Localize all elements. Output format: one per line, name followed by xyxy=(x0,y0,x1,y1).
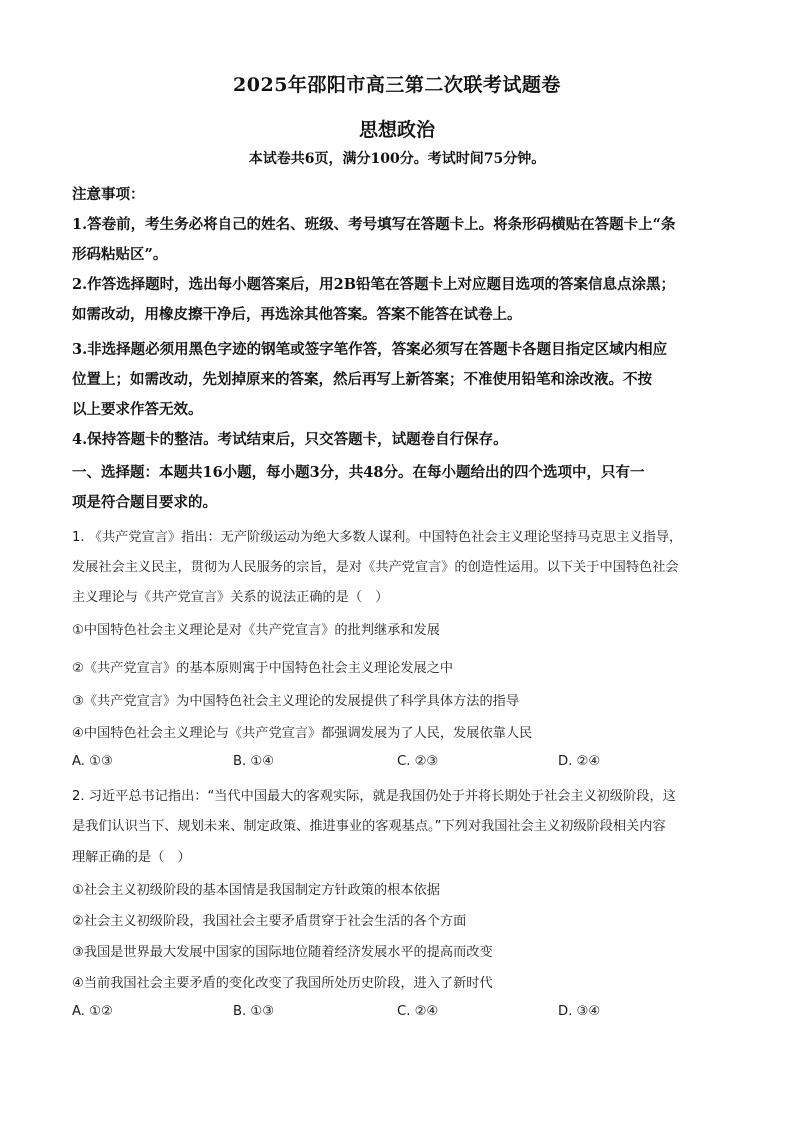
question-1-option-d: D. ②④ xyxy=(558,754,601,769)
question-2-option-b: B. ①③ xyxy=(233,1004,275,1019)
question-1-item: ②《共产党宣言》的基本原则寓于中国特色社会主义理论发展之中 xyxy=(72,661,454,676)
notice-line: 以上要求作答无效。 xyxy=(72,401,203,418)
question-1-option-b: B. ①④ xyxy=(233,754,275,769)
section-heading: 一、选择题：本题共16小题，每小题3分，共48分。在每小题给出的四个选项中，只有一 xyxy=(72,464,645,481)
question-1-item: ①中国特色社会主义理论是对《共产党宣言》的批判继承和发展 xyxy=(72,623,440,638)
question-2-option-c: C. ②④ xyxy=(397,1004,439,1019)
question-1-option-a: A. ①③ xyxy=(72,754,113,769)
notice-heading: 注意事项： xyxy=(72,186,145,203)
question-2-option-a: A. ①② xyxy=(72,1004,113,1019)
notice-line: 1.答卷前，考生务必将自己的姓名、班级、考号填写在答题卡上。将条形码横贴在答题卡上“条 xyxy=(72,216,676,233)
question-2-stem: 是我们认识当下、规划未来、制定政策、推进事业的客观基点。”下列对我国社会主义初级阶段相关内容 xyxy=(72,819,666,834)
question-2-stem: 2. 习近平总书记指出：“当代中国最大的客观实际，就是我国仍处于并将长期处于社会主义初级阶段，这 xyxy=(72,789,676,804)
question-2-item: ②社会主义初级阶段，我国社会主要矛盾贯穿于社会生活的各个方面 xyxy=(72,914,467,929)
notice-line: 形码粘贴区”。 xyxy=(72,246,168,263)
question-2-item: ④当前我国社会主要矛盾的变化改变了我国所处历史阶段，进入了新时代 xyxy=(72,976,493,991)
notice-line: 如需改动，用橡皮擦干净后，再选涂其他答案。答案不能答在试卷上。 xyxy=(72,306,522,323)
question-1-stem: 主义理论与《共产党宣言》关系的说法正确的是（ ） xyxy=(72,590,389,605)
question-1-option-c: C. ②③ xyxy=(397,754,439,769)
question-1-stem: 发展社会主义民主，贯彻为人民服务的宗旨，是对《共产党宣言》的创造性运用。以下关于中国特色社会 xyxy=(72,560,679,575)
exam-title: 2025年邵阳市高三第二次联考试题卷 xyxy=(233,74,561,96)
question-1-stem: 1. 《共产党宣言》指出：无产阶级运动为绝大多数人谋利。中国特色社会主义理论坚持马克思主义指导， xyxy=(72,530,683,545)
question-2-option-d: D. ③④ xyxy=(558,1004,601,1019)
question-2-item: ③我国是世界最大发展中国家的国际地位随着经济发展水平的提高而改变 xyxy=(72,945,493,960)
subject-title: 思想政治 xyxy=(358,119,435,141)
notice-line: 4.保持答题卡的整洁。考试结束后，只交答题卡，试题卷自行保存。 xyxy=(72,431,508,448)
notice-line: 3.非选择题必须用黑色字迹的钢笔或签字笔作答，答案必须写在答题卡各题目指定区域内相应 xyxy=(72,341,668,358)
exam-info: 本试卷共6页，满分100分。考试时间75分钟。 xyxy=(248,151,546,167)
notice-line: 2.作答选择题时，选出每小题答案后，用2B铅笔在答题卡上对应题目选项的答案信息点涂黑； xyxy=(72,276,675,293)
question-1-item: ④中国特色社会主义理论与《共产党宣言》都强调发展为了人民，发展依靠人民 xyxy=(72,726,533,741)
notice-line: 位置上；如需改动，先划掉原来的答案，然后再写上新答案；不准使用铅笔和涂改液。不按 xyxy=(72,371,652,388)
question-2-item: ①社会主义初级阶段的基本国情是我国制定方针政策的根本依据 xyxy=(72,883,440,898)
section-heading: 项是符合题目要求的。 xyxy=(72,494,217,511)
question-1-item: ③《共产党宣言》为中国特色社会主义理论的发展提供了科学具体方法的指导 xyxy=(72,694,520,709)
question-2-stem: 理解正确的是（ ） xyxy=(72,850,191,865)
